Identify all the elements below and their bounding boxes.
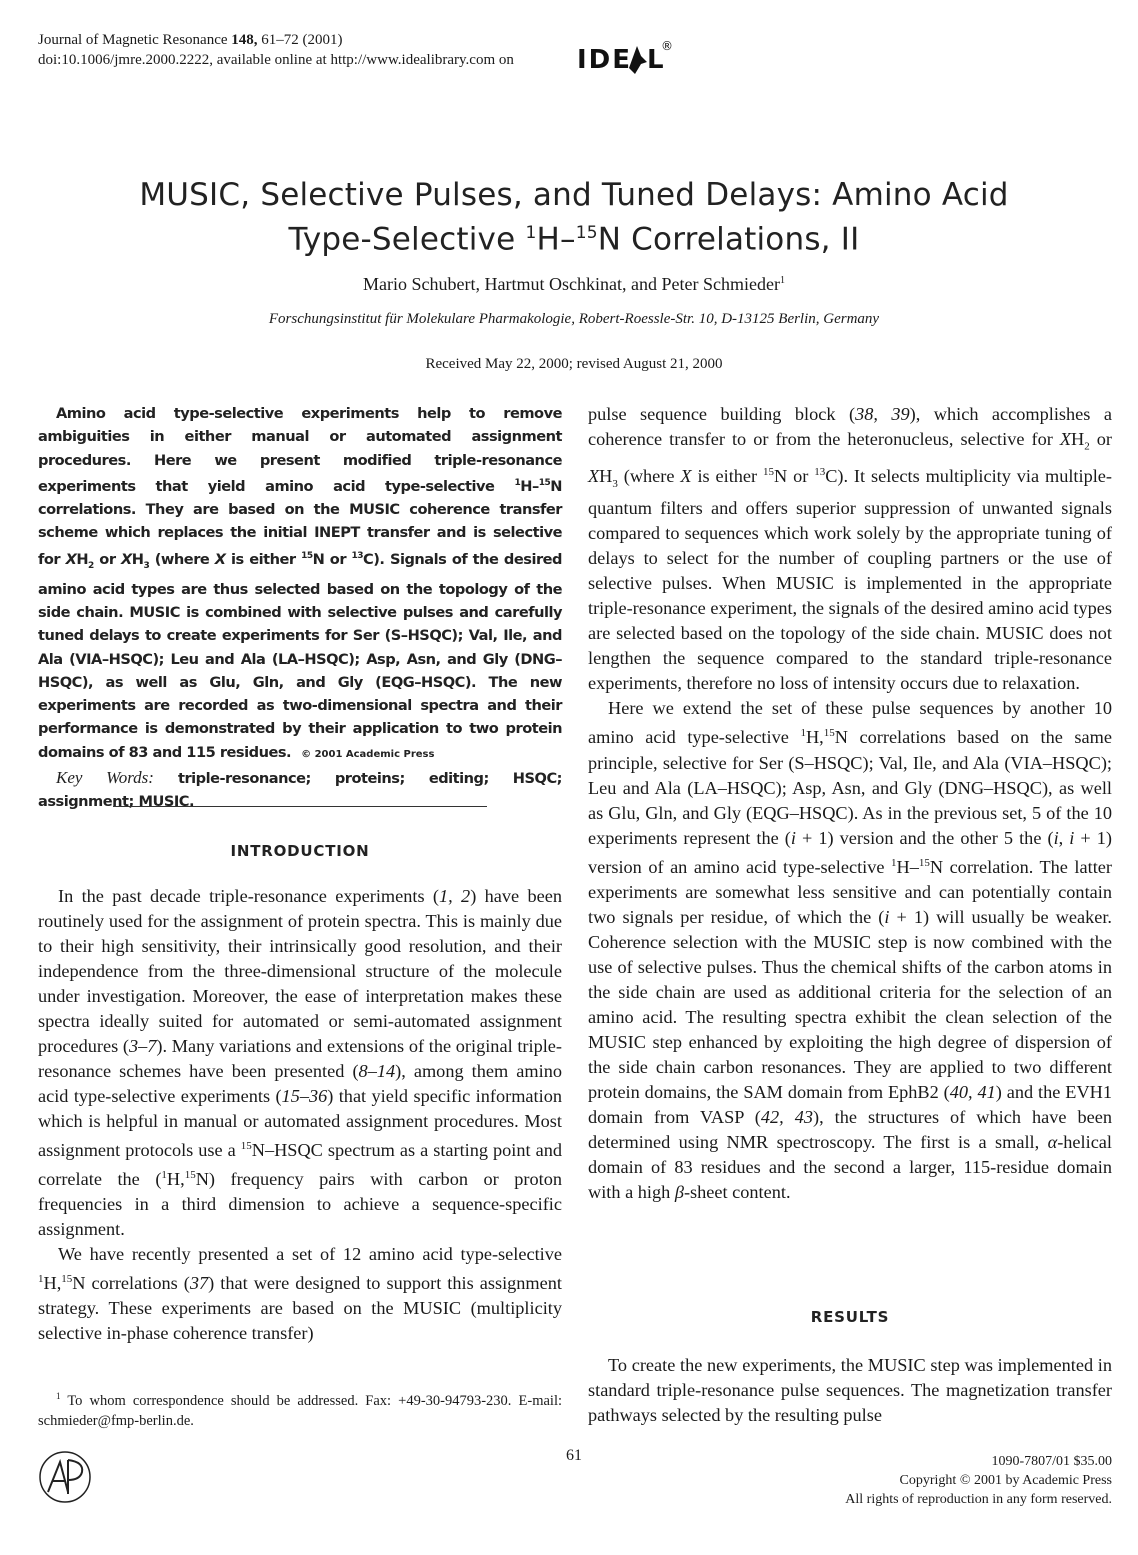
right-column-text (588, 402, 1112, 1205)
paragraph: We have recently presented a set of 12 amino acid type-selective $^1$H,$^{15}$N correlations (37) that were designed to support this assignment strategy. These experiments are based on the MUSIC (multiplicity selective in-phase coherence transfer) (38, 1244, 562, 1344)
introduction-text (38, 884, 562, 1346)
title-line-1: MUSIC, Selective Pulses, and Tuned Delays: Amino Acid (139, 177, 1009, 213)
abstract (38, 402, 562, 814)
paragraph: Here we extend the set of these pulse sequences by another 10 amino acid type-selective $^1$H,$^{15}$N correlations based on the same principle, selective for Ser (S–HSQC); Val, Ile, and Ala (VIA–HSQC); Leu and Ala (LA–HSQC); Asp, Asn, and Gly (DNG–HSQC), as well as Glu, Gln, and Gly (EQG–HSQC). As in the previous set, 5 of the 10 experiments represent the (i + 1) version and the other 5 the (i, i + 1) version of an amino acid type-selective $^1$H–$^{15}$N correlation. The latter experiments are somewhat less sensitive and can potentially contain two signals per residue, of which the (i + 1) will usually be weaker. Coherence selection with the MUSIC step is now combined with the use of selective pulses. Thus the chemical shifts of the carbon atoms in the side chain are used as additional criteria for the selection of an amino acid. The resulting spectra exhibit the clean selection of the MUSIC step enhanced by exploiting the high degree of dispersion of the side chain carbon resonances. They are applied to two different protein domains, the SAM domain from EphB2 (40, 41) and the EVH1 domain from VASP (42, 43), the structures of which have been determined using NMR spectroscopy. The first is a small, α-helical domain of 83 residues and the second a larger, 115-residue domain with a high β-sheet content. (588, 698, 1113, 1202)
section-heading-introduction: INTRODUCTION (230, 842, 370, 860)
copyright-line: Copyright © 2001 by Academic Press (899, 1473, 1112, 1488)
paragraph: In the past decade triple-resonance experiments (1, 2) have been routinely used for the assignment of protein spectra. This is mainly due to their high sensitivity, their intrinsically good resolution, and their independence from the three-dimensional structure of the molecule under investigation. Moreover, the ease of interpretation makes these spectra ideally suited for automated or semi-automated assignment procedures (3–7). Many variations and extensions of the original triple-resonance schemes have been presented (8–14), among them amino acid type-selective experiments (15–36) that yield specific information which is helpful in manual or automated assignment procedures. Most assignment protocols use a $^{15}$N–HSQC spectrum as a starting point and correlate the ($^1$H,$^{15}$N) frequency pairs with carbon or proton frequencies in a third dimension to achieve a sequence-specific assignment. (38, 886, 563, 1240)
results-text (588, 1353, 1112, 1428)
journal-citation: Journal of Magnetic Resonance 148, 61–72 (2001) (38, 32, 343, 48)
svg-text:IDE: IDE (577, 45, 633, 75)
svg-text:®: ® (661, 39, 673, 53)
paper-title (0, 176, 1138, 258)
journal-header (38, 30, 514, 70)
paragraph: To create the new experiments, the MUSIC step was implemented in standard triple-resonance pulse sequences. The magnetization transfer pathways selected by the resulting pulse (588, 1355, 1112, 1425)
page-number: 61 (566, 1447, 582, 1464)
received-dates: Received May 22, 2000; revised August 21, 2000 (425, 356, 723, 372)
title-line-2: Type-Selective $^1$H–$^{15}$N Correlations, II (288, 221, 860, 258)
paragraph: pulse sequence building block (38, 39), which accomplishes a coherence transfer to or from the heteronucleus, selective for $XH_2$ or $XH_3$ (where X is either $^{15}$N or $^{13}$C). It selects multiplicity via multiple-quantum filters and offers superior suppression of unwanted signals compared to sequences which work solely by the appropriate tuning of delays to select for the number of coupling partners or the use of selective pulses. When MUSIC is implemented in the appropriate triple-resonance experiment, the signals of the desired amino acid types are selected based on the topology of the side chain. MUSIC does not lengthen the sequence compared to the standard triple-resonance experiments, therefore no loss of intensity occurs due to relaxation. (588, 404, 1113, 694)
ideal-logo-icon (577, 38, 673, 80)
rights-line: All rights of reproduction in any form reserved. (845, 1492, 1112, 1507)
affiliation: Forschungsinstitut für Molekulare Pharmakologie, Robert-Roessle-Str. 10, D-13125 Berlin, Germany (268, 311, 880, 327)
abstract-divider (113, 806, 487, 807)
keywords: Key Words: triple-resonance; proteins; editing; HSQC; assignment; MUSIC. (38, 768, 562, 811)
section-heading-results: RESULTS (810, 1308, 890, 1326)
footnote: $^1$ To whom correspondence should be addressed. Fax: +49-30-94793-230. E-mail: schmieder@fmp-berlin.de. (38, 1391, 562, 1429)
doi-line: doi:10.1006/jmre.2000.2222, available online at http://www.idealibrary.com on (38, 52, 514, 68)
author-list: Mario Schubert, Hartmut Oschkinat, and Peter Schmieder$^1$ (363, 274, 785, 294)
abstract-body: Amino acid type-selective experiments help to remove ambiguities in either manual or automated assignment procedures. Here we present modified triple-resonance experiments that yield amino acid type-selective $^1$H–$^{15}$N correlations. They are based on the MUSIC coherence transfer scheme which replaces the initial INEPT transfer and is selective for $XH_2$ or $XH_3$ (where X is either $^{15}$N or $^{13}$C). Signals of the desired amino acid types are thus selected based on the topology of the side chain. MUSIC is combined with selective pulses and carefully tuned delays to create experiments for Ser (S–HSQC); Val, Ile, and Ala (VIA–HSQC); Leu and Ala (LA–HSQC); Asp, Asn, and Gly (DNG–HSQC), as well as Glu, Gln, and Gly (EQG–HSQC). The new experiments are recorded as two-dimensional spectra and their performance is demonstrated by their application to two protein domains of 83 and 115 residues. © 2001 Academic Press (38, 405, 563, 761)
issn-price: 1090-7807/01 $35.00 (991, 1454, 1112, 1469)
abstract-copyright: © 2001 Academic Press (301, 748, 435, 760)
copyright-block (845, 1452, 1112, 1509)
svg-text:L: L (647, 45, 664, 75)
